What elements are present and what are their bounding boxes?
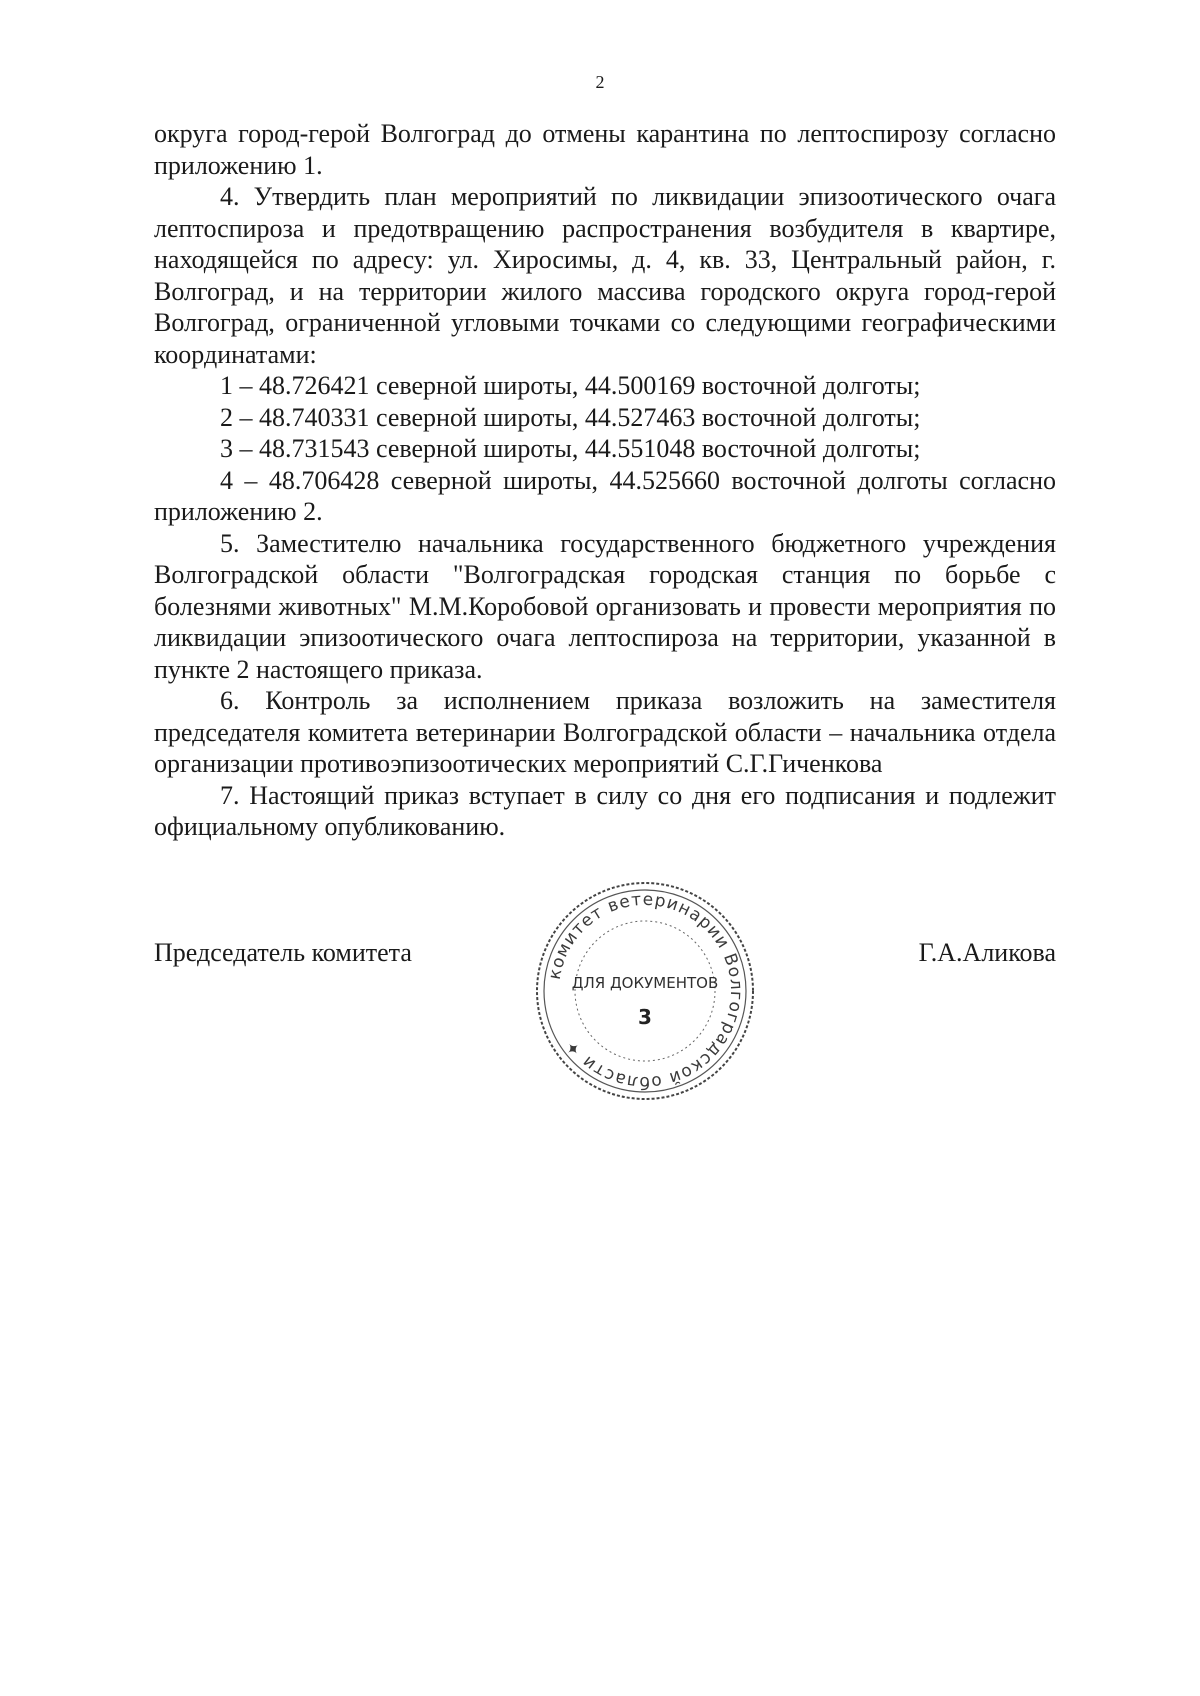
coordinate-point-1: 1 – 48.726421 северной широты, 44.500169 восточной долготы; (220, 371, 921, 400)
seal-graphic (530, 876, 760, 1106)
paragraph-item-7: 7. Настоящий приказ вступает в силу со дня его подписания и подлежит официальному опубликованию. (154, 780, 1056, 841)
paragraph-item-4: 4. Утвердить план мероприятий по ликвидации эпизоотического очага лептоспироза и предотвращению распространения возбудителя в квартире, находящейся по адресу: ул. Хиросимы, д. 4, кв. 33, Центральный район, г. Волгоград, и на территории жилого массива городского округа город-герой Волгоград, ограниченной угловыми точками со следующими географическими координатами: (154, 182, 1056, 369)
seal-ring-text: комитет ветеринарии Волгоградской области ✦ (544, 889, 747, 1093)
coordinate-point-4: 4 – 48.706428 северной широты, 44.525660 восточной долготы согласно приложению 2. (154, 465, 1056, 526)
document-body (154, 118, 1056, 843)
coordinate-point-3: 3 – 48.731543 северной широты, 44.551048 восточной долготы; (220, 434, 921, 463)
coordinate-point-2: 2 – 48.740331 северной широты, 44.527463 восточной долготы; (220, 402, 921, 432)
paragraph-continuation: округа город-герой Волгоград до отмены карантина по лептоспирозу согласно приложению 1. (154, 119, 1056, 180)
signatory-name: Г.А.Аликова (918, 938, 1056, 967)
signatory-title: Председатель комитета (154, 938, 412, 967)
seal-number: 3 (638, 1005, 652, 1029)
paragraph-item-6: 6. Контроль за исполнением приказа возложить на заместителя председателя комитета ветеринарии Волгоградской области – начальника отдела организации противоэпизоотических мероприятий С.Г.Гиченкова (154, 686, 1056, 778)
page-number: 2 (595, 72, 605, 92)
official-seal-stamp (530, 876, 760, 1106)
seal-center-text: ДЛЯ ДОКУМЕНТОВ (571, 974, 719, 992)
paragraph-item-5: 5. Заместителю начальника государственного бюджетного учреждения Волгоградской области "Волгоградская городская станция по борьбе с болезнями животных" М.М.Коробовой организовать и провести мероприятия по ликвидации эпизоотического очага лептоспироза на территории, указанной в пункте 2 настоящего приказа. (154, 528, 1056, 684)
